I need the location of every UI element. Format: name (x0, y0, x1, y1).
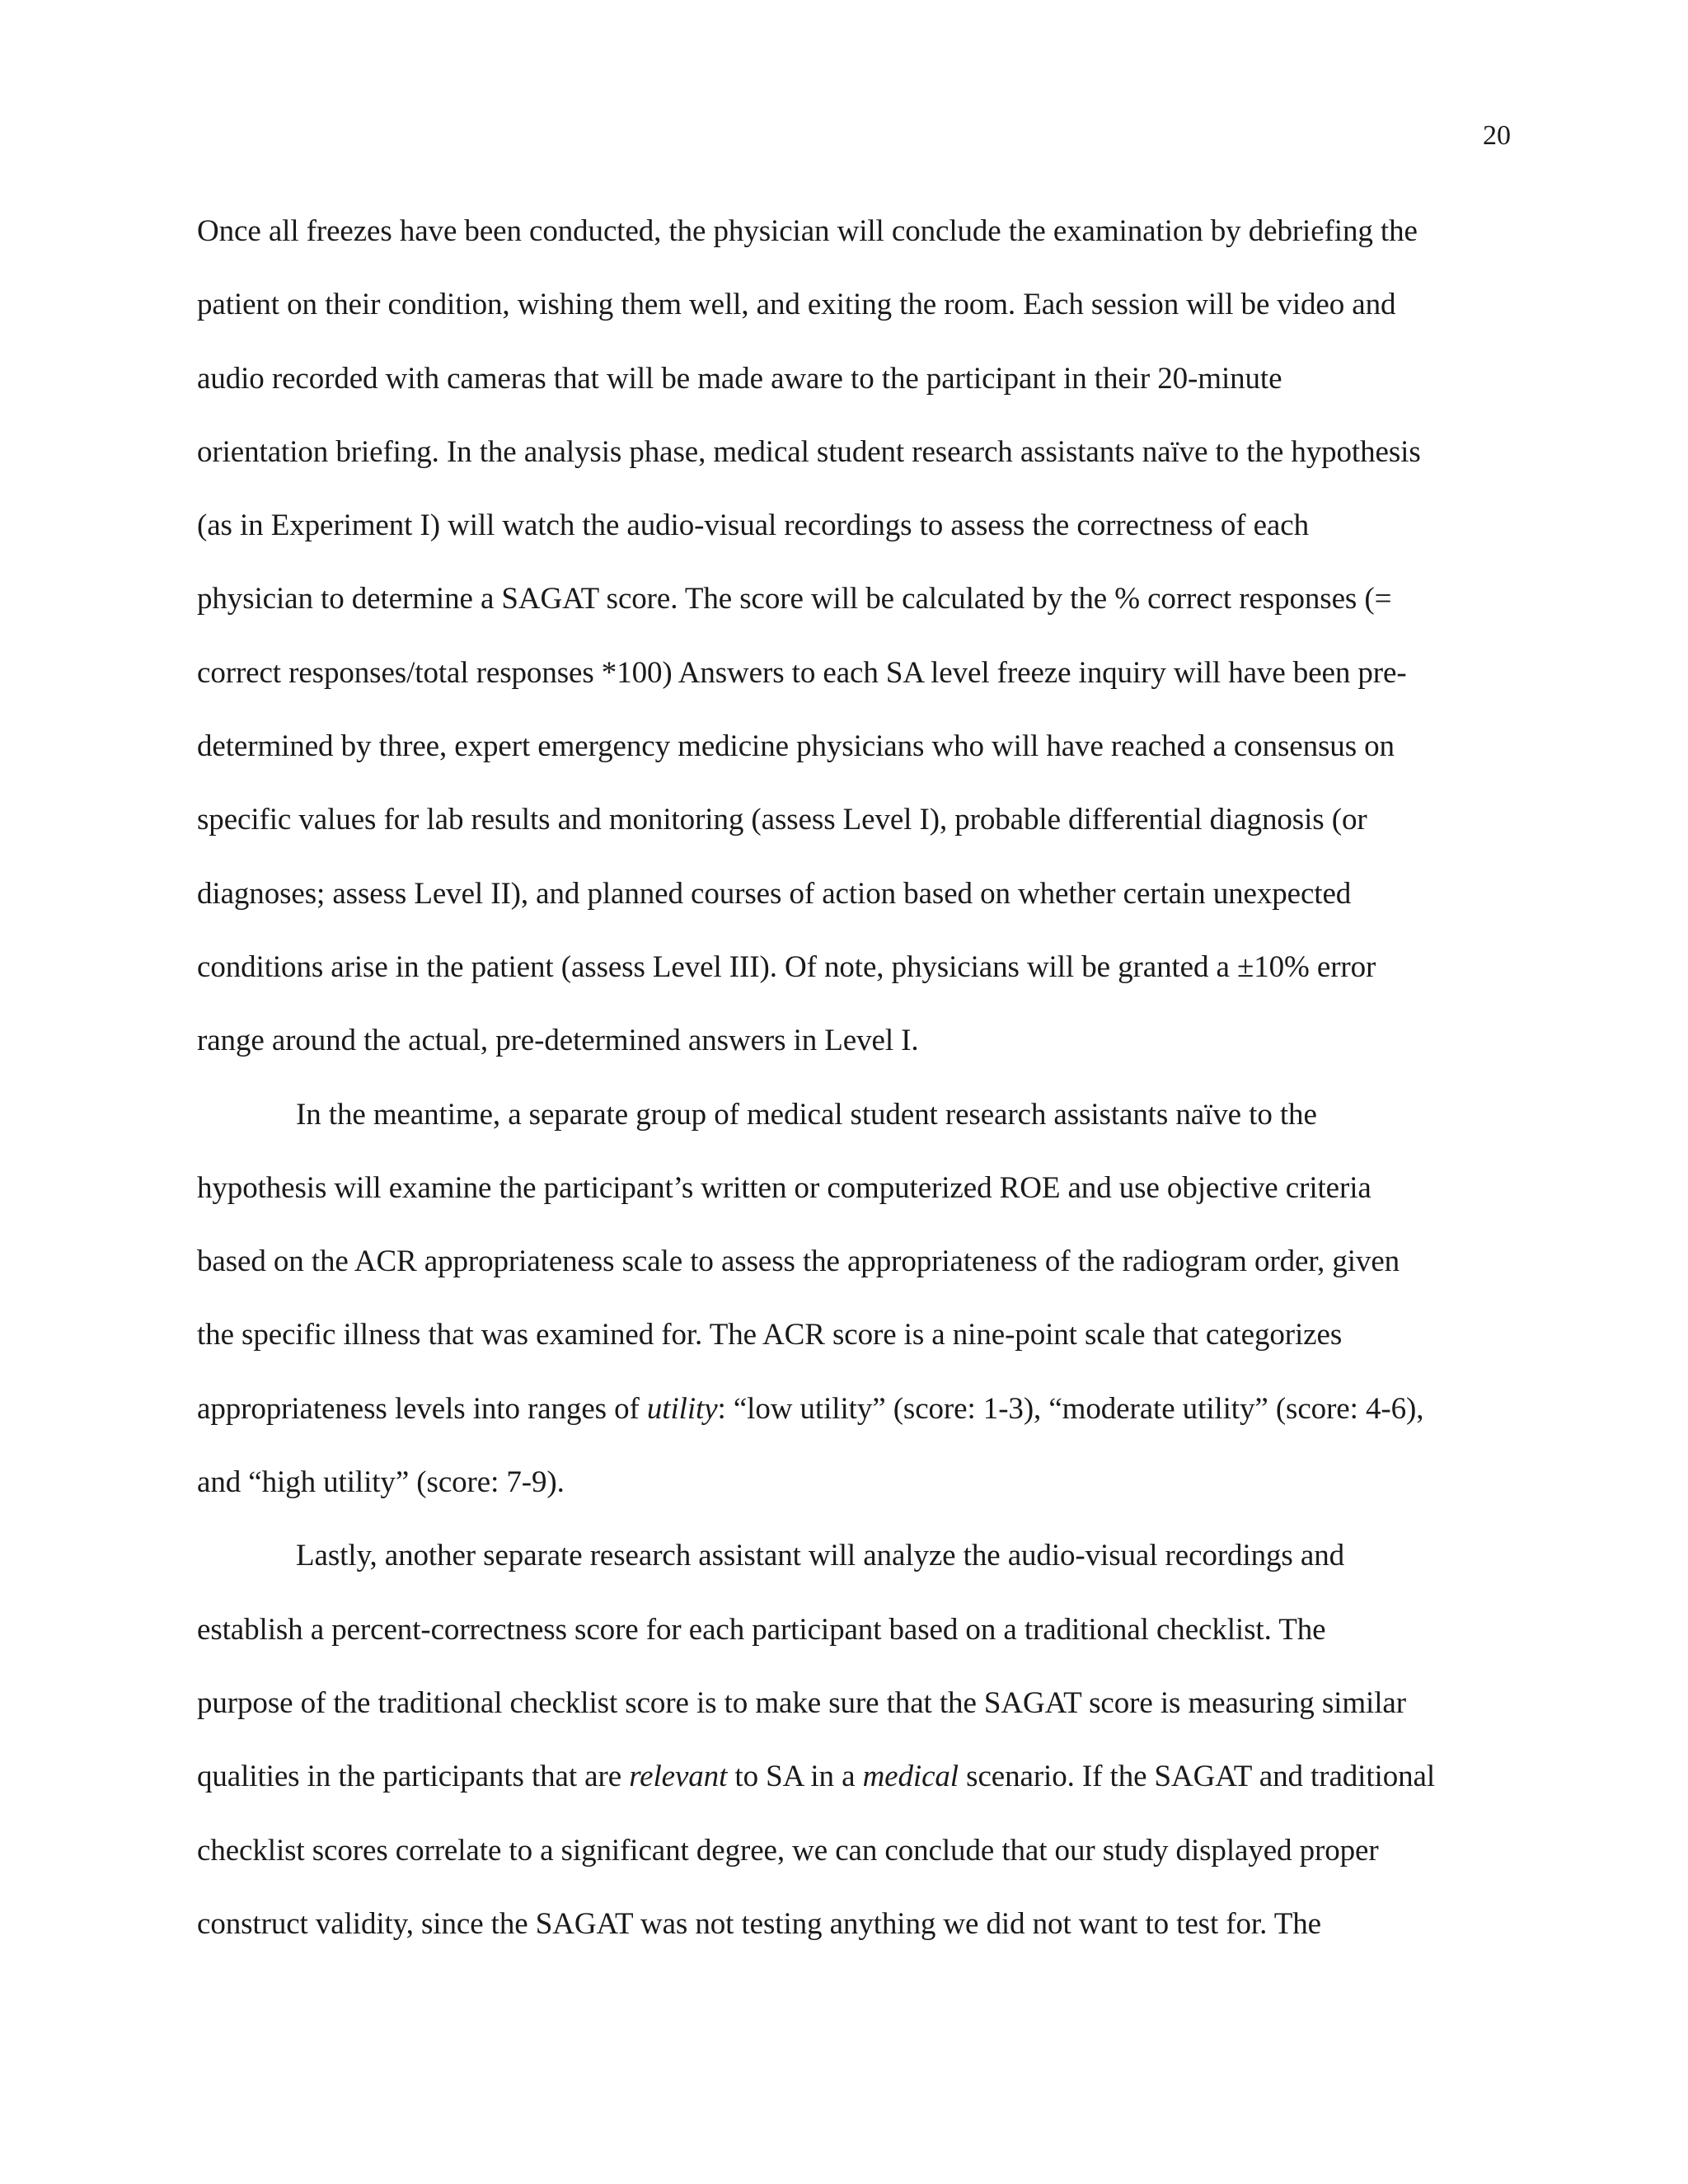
text-line: conditions arise in the patient (assess Level III). Of note, physicians will be granted a ±10% error (197, 949, 1376, 984)
text-line: the specific illness that was examined for. The ACR score is a nine-point scale that categorizes (197, 1318, 1343, 1352)
text-line: (as in Experiment I) will watch the audio-visual recordings to assess the correctness of each (197, 509, 1309, 543)
text-line: range around the actual, pre-determined answers in Level I. (197, 1024, 919, 1058)
text-line: checklist scores correlate to a significant degree, we can conclude that our study displayed proper (197, 1833, 1379, 1868)
text-line (197, 1740, 1509, 1813)
text-line: construct validity, since the SAGAT was not testing anything we did not want to test for. The (197, 1906, 1321, 1941)
text-line: specific values for lab results and monitoring (assess Level I), probable differential diagnosis (or (197, 803, 1367, 837)
italic-term: utility (646, 1391, 718, 1426)
text-run: : “low utility” (score: 1-3), “moderate utility” (score: 4-6), (717, 1391, 1424, 1426)
paragraph-2 (197, 1078, 1509, 1520)
text-line: audio recorded with cameras that will be made aware to the participant in their 20-minute (197, 361, 1282, 396)
italic-term: medical (862, 1760, 959, 1794)
text-line: determined by three, expert emergency medicine physicians who will have reached a consensus on (197, 729, 1395, 764)
text-line: correct responses/total responses *100) Answers to each SA level freeze inquiry will have been pre- (197, 655, 1407, 690)
text-run: qualities in the participants that are (197, 1760, 630, 1794)
text-line: physician to determine a SAGAT score. The score will be calculated by the % correct responses (= (197, 582, 1392, 616)
italic-term: relevant (629, 1760, 728, 1794)
text-run: appropriateness levels into ranges of (197, 1391, 647, 1426)
paragraph-3 (197, 1519, 1509, 1961)
page-number: 20 (1483, 120, 1511, 151)
text-line (197, 1372, 1509, 1446)
text-line: orientation briefing. In the analysis phase, medical student research assistants naïve to the hypothesis (197, 434, 1421, 469)
text-line: Lastly, another separate research assistant will analyze the audio-visual recordings and (296, 1539, 1345, 1573)
text-run: to SA in a (727, 1760, 863, 1794)
text-line: purpose of the traditional checklist score is to make sure that the SAGAT score is measuring similar (197, 1685, 1406, 1720)
text-line: establish a percent-correctness score for each participant based on a traditional checklist. The (197, 1612, 1326, 1647)
text-line: diagnoses; assess Level II), and planned courses of action based on whether certain unexpected (197, 876, 1352, 911)
text-line: hypothesis will examine the participant’s written or computerized ROE and use objective criteria (197, 1170, 1372, 1205)
text-line: and “high utility” (score: 7-9). (197, 1465, 565, 1500)
text-run: scenario. If the SAGAT and traditional (959, 1760, 1436, 1794)
text-line: based on the ACR appropriateness scale to assess the appropriateness of the radiogram order, given (197, 1244, 1400, 1279)
text-line: In the meantime, a separate group of medical student research assistants naïve to the (296, 1097, 1317, 1132)
text-line: Once all freezes have been conducted, the physician will conclude the examination by debriefing the (197, 214, 1418, 248)
text-line: patient on their condition, wishing them well, and exiting the room. Each session will be video and (197, 288, 1396, 322)
body-text (197, 194, 1509, 1961)
paragraph-1 (197, 194, 1509, 1078)
